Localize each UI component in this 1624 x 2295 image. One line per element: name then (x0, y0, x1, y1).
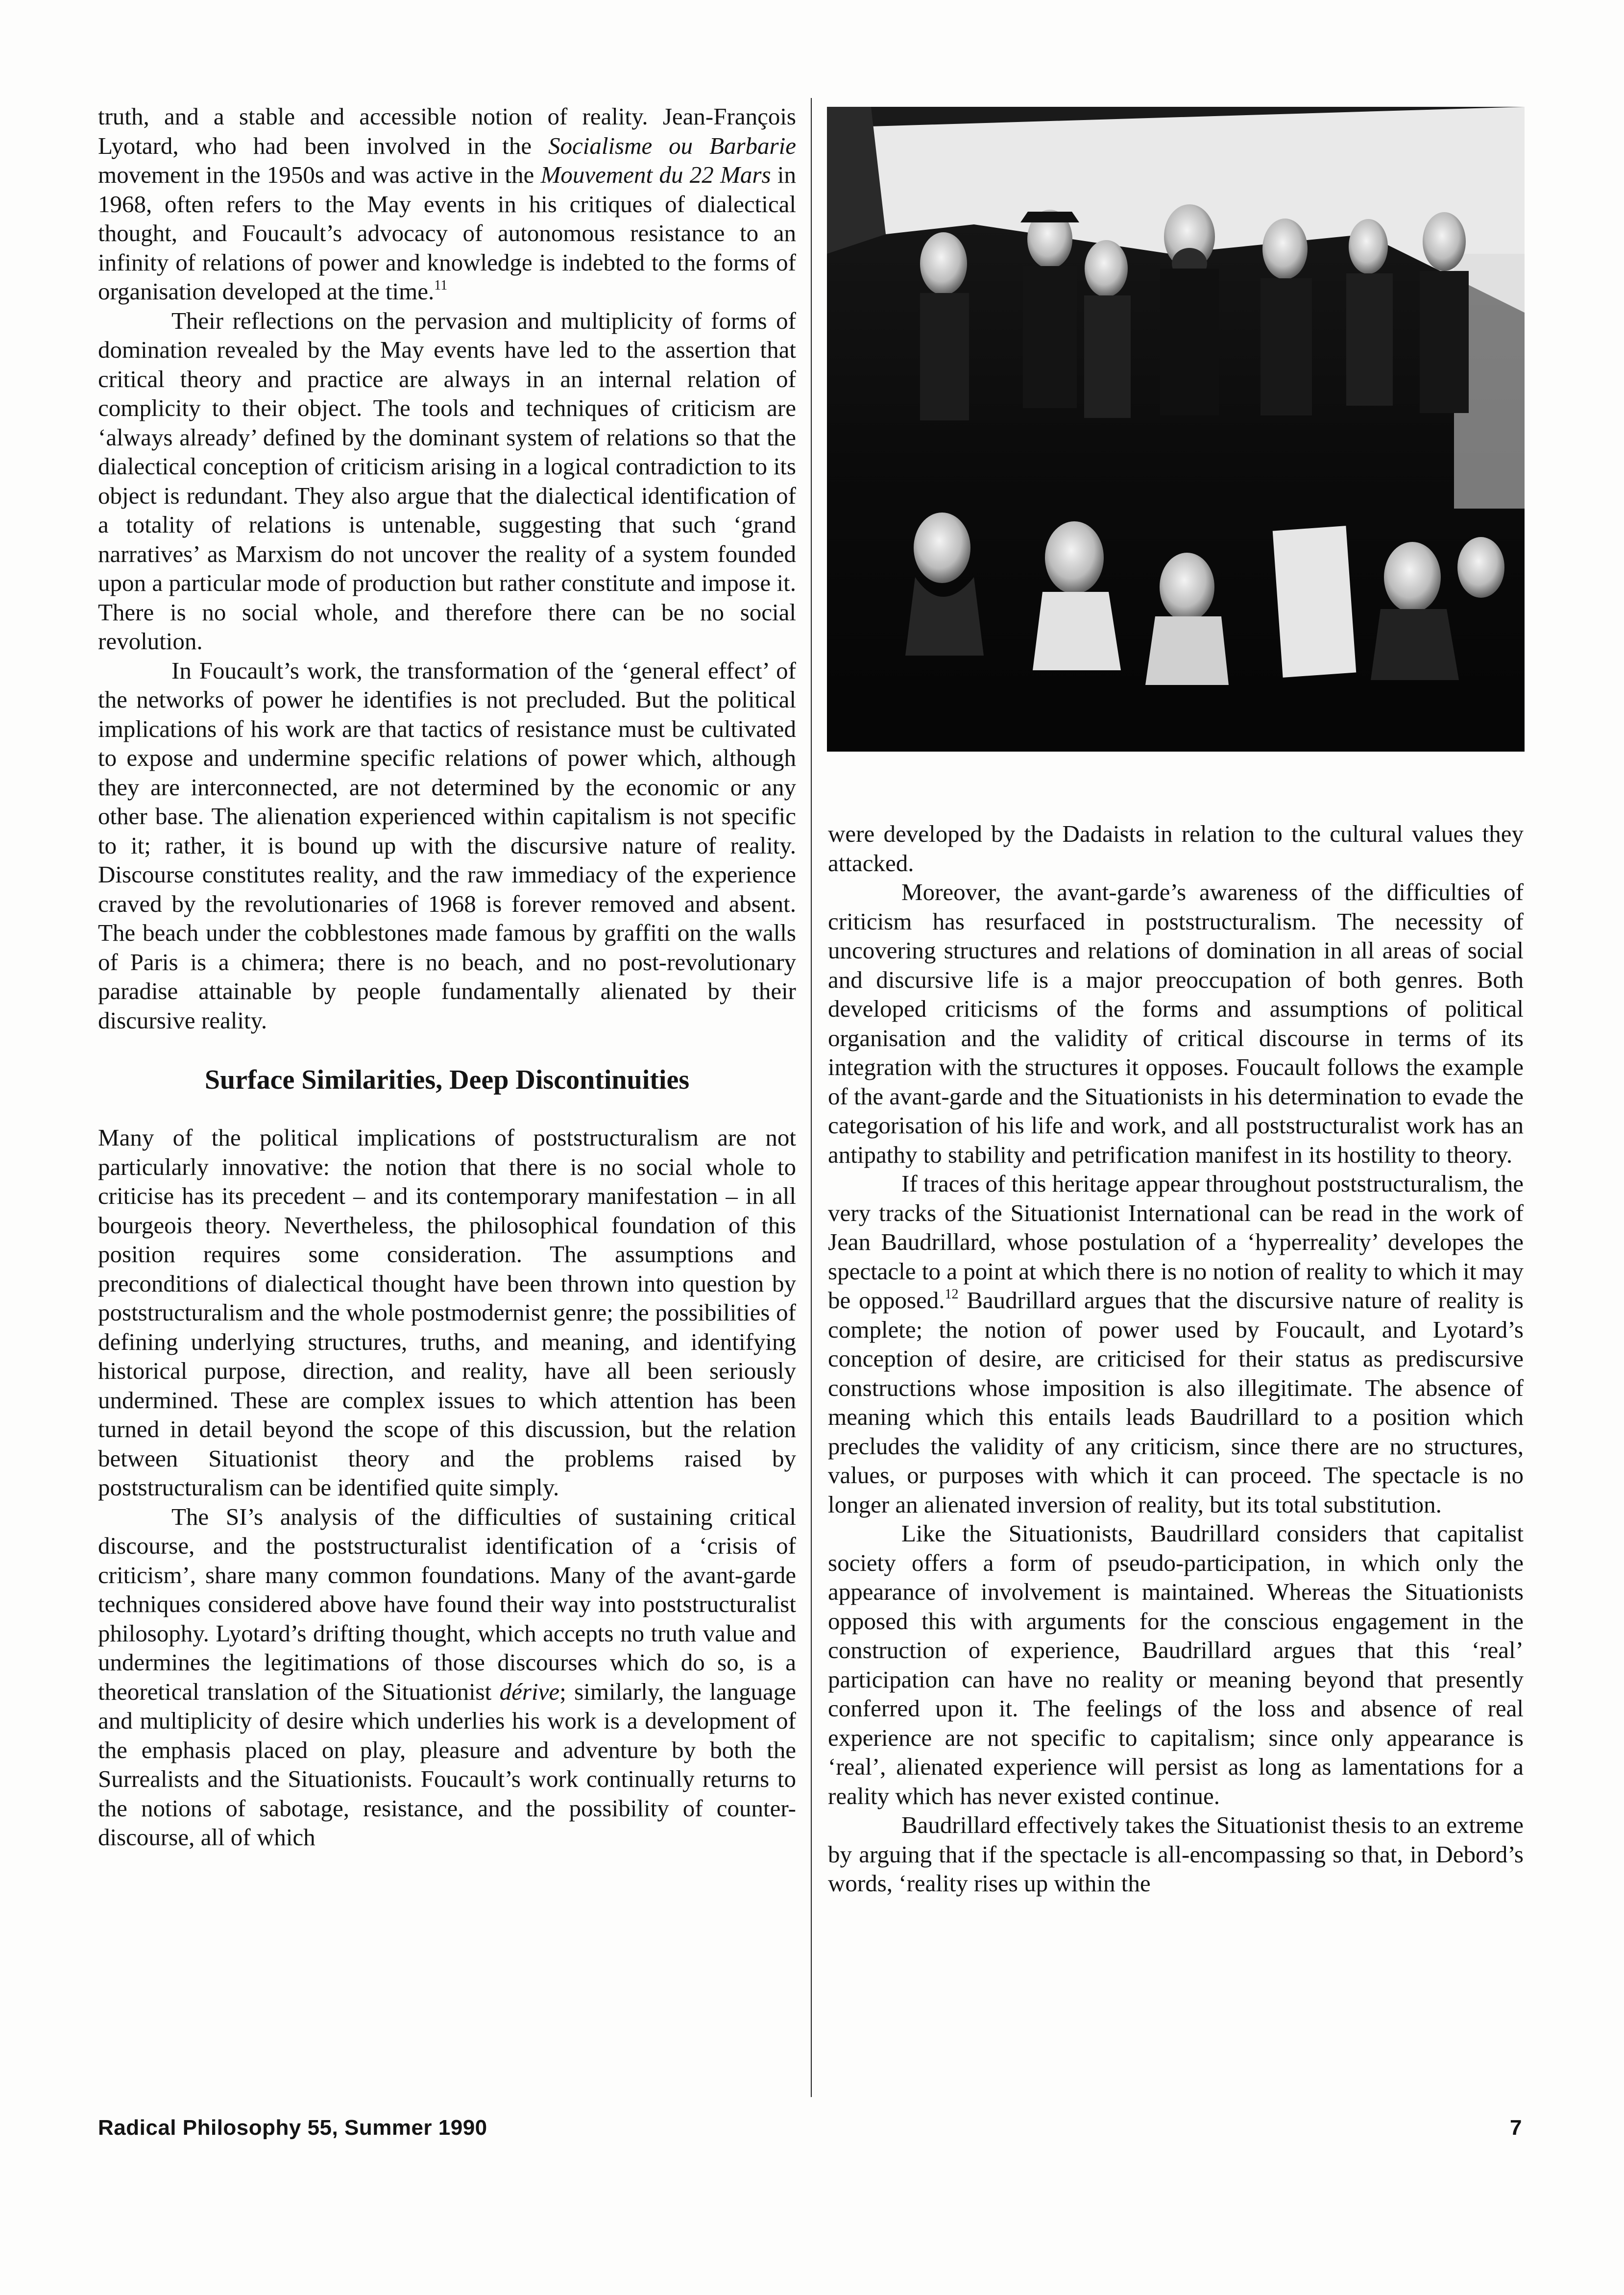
italic-term: dérive (499, 1678, 560, 1705)
paragraph: Baudrillard effectively takes the Situationist thesis to an extreme by arguing that if the spectacle is all-encompassing so that, in Debord’s words, ‘reality rises up within the (828, 1811, 1524, 1897)
paragraph: Their reflections on the pervasion and multiplicity of forms of domination revealed by the May events have led to the assertion that critical theory and practice are always in an internal relation of complicity to their object. The tools and techniques of criticism are ‘always already’ defined by the dominant system of relations so that the dialectical conception of criticism arising in a logical contradiction to its object is redundant. They also argue that the dialectical identification of a totality of relations is untenable, suggesting that such ‘grand narratives’ as Marxism do not uncover the reality of a system founded upon a particular mode of production but rather constitute and impose it. There is no social whole, and therefore there can be no social revolution. (98, 307, 796, 655)
italic-title: Mouvement du 22 Mars (540, 161, 771, 188)
group-portrait-image (827, 107, 1525, 752)
text-run: The SI’s analysis of the difficulties of sustaining critical discourse, and the poststructuralist identification of a ‘crisis of criticism’, share many common foundations. Many of the avant-garde techniques considered above have found their way into poststructuralist philosophy. Lyotard’s drifting thought, which accepts no truth value and undermines the legitimations of those discourses which do so, is a theoretical translation of the Situationist (98, 1503, 796, 1705)
footnote-ref: 11 (434, 278, 448, 293)
footnote-ref: 12 (945, 1287, 959, 1302)
page-number: 7 (1510, 2116, 1522, 2140)
paragraph: Many of the political implications of poststructuralism are not particularly innovative: the notion that there is no social whole to criticise has its precedent – and its contemporary manifestation – in all bourgeois theory. Nevertheless, the philosophical foundation of this position requires some consideration. The assumptions and preconditions of dialectical thought have been thrown into question by poststructuralism and the whole postmodernist genre; the possibilities of defining underlying structures, truths, and meaning, and identifying historical purpose, direction, and reality, have all been seriously undermined. These are complex issues to which attention has been turned in detail beyond the scope of this discussion, but the relation between Situationist theory and the problems raised by poststructuralism can be identified quite simply. (98, 1124, 796, 1501)
paragraph (828, 1169, 1524, 1519)
left-column (98, 102, 796, 1852)
text-run: ; similarly, the language and multiplicity of desire which underlies his work is a development of the emphasis placed on play, pleasure and adventure by both the Surrealists and the Situationists. Foucault’s work continually returns to the notions of sabotage, resistance, and the possibility of counter-discourse, all of which (98, 1678, 796, 1851)
paragraph: were developed by the Dadaists in relation to the cultural values they attacked. (828, 820, 1524, 877)
text-run: If traces of this heritage appear throughout poststructuralism, the very tracks of the Situationist International can be read in the work of Jean Baudrillard, whose postulation of a ‘hyperreality’ developes the spectacle to a point at which there is no notion of reality to which it may be opposed. (828, 1170, 1524, 1314)
text-run: truth, and a stable and accessible notion of reality. Jean-François Lyotard, who had been involved in the (98, 103, 796, 159)
paragraph (98, 102, 796, 306)
text-run: in 1968, often refers to the May events in his critiques of dialectical thought, and Foucault’s advocacy of autonomous resistance to an infinity of relations of power and knowledge is indebted to the forms of organisation developed at the time. (98, 161, 796, 305)
text-run: movement in the 1950s and was active in the (98, 161, 541, 188)
paragraph: In Foucault’s work, the transformation of the ‘general effect’ of the networks of power he identifies is not precluded. But the political implications of his work are that tactics of resistance must be cultivated to expose and undermine specific relations of power which, although they are interconnected, are not determined by the economic or any other base. The alienation experienced within capitalism is not specific to it; rather, it is bound up with the discursive nature of reality. Discourse constitutes reality, and the raw immediacy of the experience craved by the revolutionaries of 1968 is forever removed and absent. The beach under the cobblestones made famous by graffiti on the walls of Paris is a chimera; there is no beach, and no post-revolutionary paradise attainable by people fundamentally alienated by their discursive reality. (98, 657, 796, 1034)
footer-journal-title: Radical Philosophy 55, Summer 1990 (98, 2116, 487, 2140)
paragraph: Moreover, the avant-garde’s awareness of the difficulties of criticism has resurfaced in poststructuralism. The necessity of uncovering structures and relations of domination in all areas of social and discursive life is a major preoccupation of both genres. Both developed criticisms of the forms and assumptions of political organisation and the validity of critical discourse in terms of its integration with the structures it opposes. Foucault follows the example of the avant-garde and the Situationists in his determination to evade the categorisation of his life and work, and all poststructuralist work has an antipathy to stability and petrification manifest in its hostility to theory. (828, 879, 1524, 1168)
italic-title: Socialisme ou Barbarie (548, 132, 796, 159)
text-run: Baudrillard argues that the discursive nature of reality is complete; the notion of power used by Foucault, and Lyotard’s conception of desire, are criticised for their status as prediscursive constructions whose imposition is also illegitimate. The absence of meaning which this entails leads Baudrillard to a position which precludes the validity of any criticism, since there are no structures, values, or purposes with which it can proceed. The spectacle is no longer an alienated inversion of reality, but its total substitution. (828, 1287, 1524, 1518)
column-rule (811, 98, 812, 2097)
photograph (827, 107, 1525, 752)
section-heading: Surface Similarities, Deep Discontinuities (204, 1065, 690, 1095)
paragraph (98, 1502, 796, 1852)
paragraph: Like the Situationists, Baudrillard considers that capitalist society offers a form of pseudo-participation, in which only the appearance of involvement is maintained. Whereas the Situationists opposed this with arguments for the conscious engagement in the construction of experience, Baudrillard argues that this ‘real’ participation can have no reality or meaning beyond that presently conferred upon it. The feelings of the loss and absence of real experience are not specific to capitalism; since only appearance is ‘real’, alienated experience will persist as long as lamentations for a reality which has never existed continue. (828, 1520, 1524, 1809)
right-column (828, 819, 1524, 1898)
